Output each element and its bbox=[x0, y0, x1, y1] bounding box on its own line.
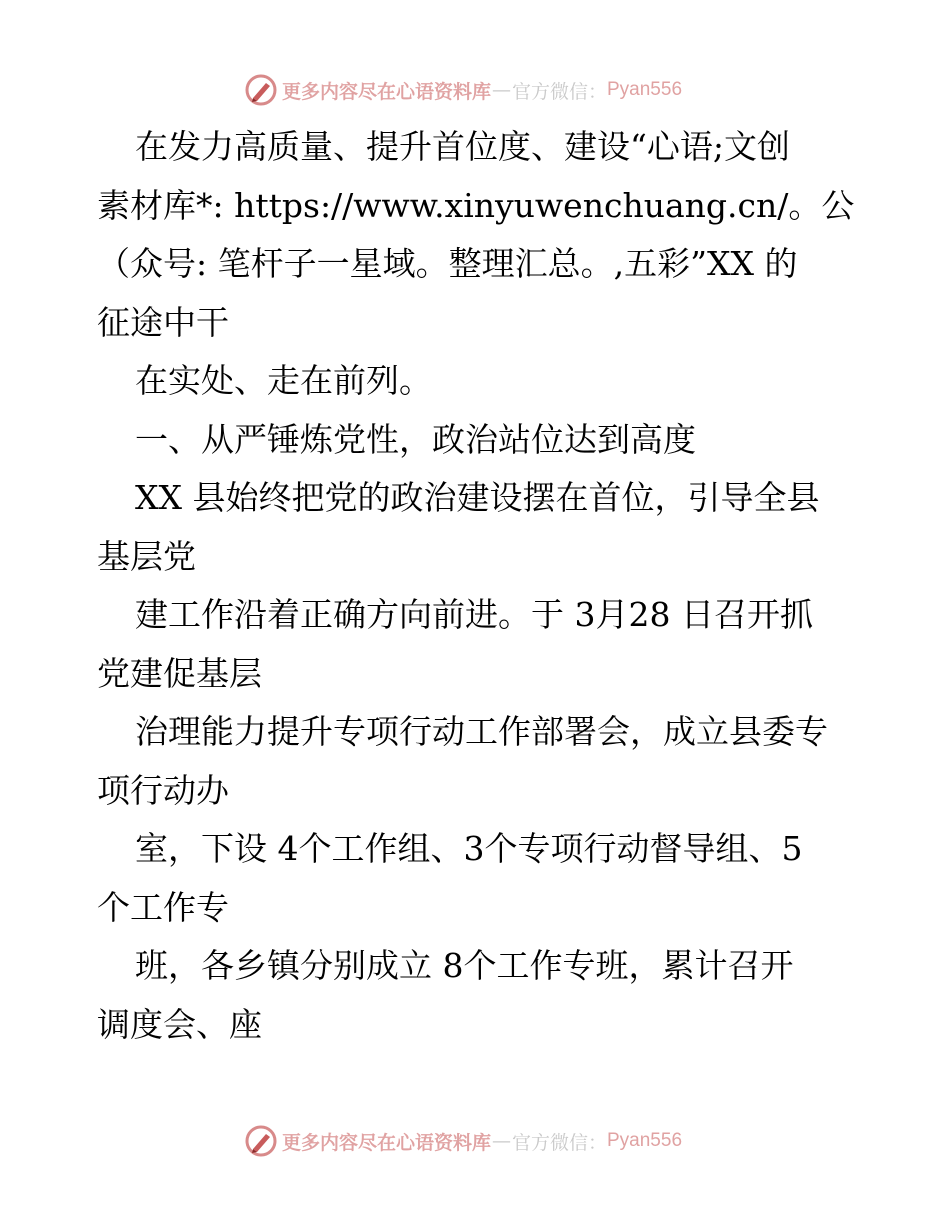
text-line: 项行动办 bbox=[97, 770, 229, 810]
pen-logo-icon bbox=[244, 1124, 278, 1158]
text-line: 在发力高质量、提升首位度、建设“心语;文创 bbox=[135, 127, 790, 166]
text-line: 党建促基层 bbox=[97, 653, 262, 693]
watermark-separator: — bbox=[491, 79, 511, 101]
watermark-label: 官方微信： bbox=[511, 1131, 607, 1154]
watermark-wechat-id: Pyan556 bbox=[607, 79, 683, 100]
header-watermark bbox=[0, 70, 950, 110]
text-line: XX 县始终把党的政治建设摆在首位，引导全县 bbox=[135, 478, 820, 517]
text-line: 征途中干 bbox=[97, 302, 229, 342]
text-line: 治理能力提升专项行动工作部署会，成立县委专 bbox=[135, 712, 828, 751]
watermark-label: 官方微信： bbox=[511, 80, 607, 103]
watermark-main-text: 更多内容尽在心语资料库 bbox=[281, 80, 491, 103]
text-line: （众号: 笔杆子一星域。整理汇总。,五彩”XX 的 bbox=[97, 244, 798, 283]
text-line: 一、从严锤炼党性，政治站位达到高度 bbox=[135, 419, 696, 459]
watermark-main-text: 更多内容尽在心语资料库 bbox=[281, 1131, 491, 1154]
text-line: 基层党 bbox=[97, 536, 196, 576]
text-line: 室，下设 4个工作组、3个专项行动督导组、5 bbox=[135, 829, 803, 868]
watermark-separator: — bbox=[491, 1130, 511, 1152]
text-line: 班，各乡镇分别成立 8个工作专班，累计召开 bbox=[135, 946, 794, 985]
pen-logo-icon bbox=[244, 73, 278, 107]
text-line: 调度会、座 bbox=[97, 1004, 262, 1044]
watermark-wechat-id: Pyan556 bbox=[607, 1130, 683, 1151]
footer-watermark bbox=[0, 1121, 950, 1161]
text-line: 建工作沿着正确方向前进。于 3月28 日召开抓 bbox=[135, 595, 813, 634]
document-body bbox=[97, 118, 857, 1054]
text-line: 素材库*: https://www.xinyuwenchuang.cn/。公 bbox=[97, 185, 855, 225]
text-line: 在实处、走在前列。 bbox=[135, 361, 432, 400]
text-line: 个工作专 bbox=[97, 887, 229, 927]
